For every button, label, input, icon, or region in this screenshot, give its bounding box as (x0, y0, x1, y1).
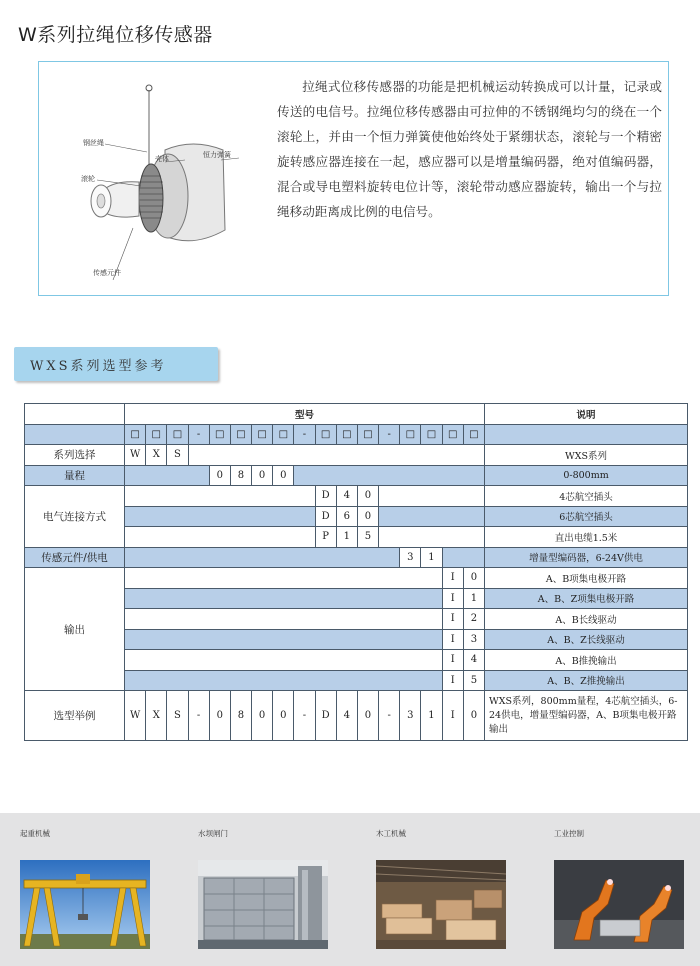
pattern-box: □ (167, 424, 188, 445)
electrical-1-a: D (315, 486, 336, 507)
pattern-box: □ (146, 424, 167, 445)
series-label: 系列选择 (25, 445, 125, 466)
output-6-b: 5 (463, 670, 484, 691)
electrical-3-b: 1 (336, 527, 357, 548)
label-drum: 滚轮 (81, 175, 95, 183)
output-row-5 (25, 650, 688, 671)
output-row-1 (25, 568, 688, 589)
sensor-label: 传感元件/供电 (25, 547, 125, 568)
example-cell: - (294, 691, 315, 741)
example-cell: 8 (230, 691, 251, 741)
pattern-box: □ (125, 424, 146, 445)
output-4-a: I (442, 629, 463, 650)
example-cell: D (315, 691, 336, 741)
output-2-desc: A、B、Z项集电极开路 (485, 588, 688, 609)
output-row-3 (25, 609, 688, 630)
industrial-robot-photo-icon (554, 860, 684, 949)
output-fill (125, 609, 443, 630)
electrical-1-b: 4 (336, 486, 357, 507)
output-fill (125, 568, 443, 589)
pattern-label (25, 424, 125, 445)
electrical-row-3 (25, 527, 688, 548)
electrical-fill-right (379, 486, 485, 507)
pattern-box: □ (273, 424, 294, 445)
pattern-box: □ (421, 424, 442, 445)
range-row (25, 465, 688, 486)
electrical-1-c: 0 (357, 486, 378, 507)
electrical-fill-left (125, 527, 316, 548)
example-cell: 0 (463, 691, 484, 741)
output-4-b: 3 (463, 629, 484, 650)
output-3-desc: A、B长线驱动 (485, 609, 688, 630)
example-cell: W (125, 691, 146, 741)
footer-caption-dam: 水坝闸门 (198, 829, 228, 838)
range-fill-right (294, 465, 485, 486)
example-desc: WXS系列，800mm量程，4芯航空插头，6-24供电，增量型编码器，A、B项集电极开路输出 (485, 691, 688, 741)
output-fill (125, 650, 443, 671)
output-row-4 (25, 629, 688, 650)
label-element: 传感元件 (93, 269, 121, 277)
pattern-box: □ (336, 424, 357, 445)
electrical-fill-right (379, 527, 485, 548)
output-label: 输出 (25, 568, 125, 691)
electrical-1-desc: 4芯航空插头 (485, 486, 688, 507)
range-desc: 0-800mm (485, 465, 688, 486)
pattern-box: □ (315, 424, 336, 445)
example-cell: 0 (209, 691, 230, 741)
series-fill (188, 445, 485, 466)
series-code-1: W (125, 445, 146, 466)
pattern-desc (485, 424, 688, 445)
output-1-desc: A、B项集电极开路 (485, 568, 688, 589)
intro-paragraph: 拉绳式位移传感器的功能是把机械运动转换成可以计量，记录或传送的电信号。拉绳位移传感器由可拉伸的不锈钢绳均匀的绕在一个滚轮上，并由一个恒力弹簧使他始终处于紧绷状态，滚轮与一个精密旋转感应器连接在一起，感应器可以是增量编码器，绝对值编码器，混合或导电塑料旋转电位计等，滚轮带动感应器旋转，输出一个与拉绳移动距离成比例的电信号。 (277, 79, 662, 219)
example-cell: 4 (336, 691, 357, 741)
sensor-desc: 增量型编码器，6-24V供电 (485, 547, 688, 568)
header-desc: 说明 (485, 404, 688, 425)
sensor-fill-left (125, 547, 400, 568)
example-cell: 1 (421, 691, 442, 741)
output-fill (125, 670, 443, 691)
section-title: WXS系列选型参考 (30, 359, 167, 374)
pattern-box: □ (463, 424, 484, 445)
application-footer (0, 813, 700, 966)
series-code-2: X (146, 445, 167, 466)
example-cell: 0 (357, 691, 378, 741)
code-pattern-row (25, 424, 688, 445)
pattern-box: □ (357, 424, 378, 445)
output-row-2 (25, 588, 688, 609)
table-header-row (25, 404, 688, 425)
electrical-3-a: P (315, 527, 336, 548)
gantry-crane-photo-icon (20, 860, 150, 949)
range-fill-left (125, 465, 210, 486)
label-spring: 恒力弹簧 (203, 151, 231, 159)
example-label: 选型举例 (25, 691, 125, 741)
output-2-b: 1 (463, 588, 484, 609)
electrical-fill-left (125, 506, 316, 527)
selection-table (24, 403, 688, 741)
range-digit-3: 0 (252, 465, 273, 486)
range-digit-2: 8 (230, 465, 251, 486)
example-cell: 0 (273, 691, 294, 741)
pattern-box: □ (252, 424, 273, 445)
electrical-row-1 (25, 486, 688, 507)
sensor-diagram (53, 80, 253, 280)
electrical-2-a: D (315, 506, 336, 527)
electrical-fill-right (379, 506, 485, 527)
output-5-b: 4 (463, 650, 484, 671)
section-tab (14, 347, 218, 381)
sensor-fill-right (442, 547, 484, 568)
electrical-label: 电气连接方式 (25, 486, 125, 548)
electrical-2-b: 6 (336, 506, 357, 527)
output-fill (125, 588, 443, 609)
output-3-a: I (442, 609, 463, 630)
example-cell: S (167, 691, 188, 741)
output-fill (125, 629, 443, 650)
label-shell: 壳体 (155, 155, 169, 163)
dam-gate-photo-icon (198, 860, 328, 949)
page-title: W系列拉绳位移传感器 (18, 24, 213, 46)
header-blank (25, 404, 125, 425)
footer-caption-wood: 木工机械 (376, 829, 406, 838)
pattern-dash: - (188, 424, 209, 445)
pattern-box: □ (230, 424, 251, 445)
footer-caption-crane: 起重机械 (20, 829, 50, 838)
electrical-2-desc: 6芯航空插头 (485, 506, 688, 527)
example-cell: - (188, 691, 209, 741)
woodworking-photo-icon (376, 860, 506, 949)
example-cell: I (442, 691, 463, 741)
pattern-dash: - (379, 424, 400, 445)
electrical-row-2 (25, 506, 688, 527)
range-label: 量程 (25, 465, 125, 486)
sensor-row (25, 547, 688, 568)
pattern-dash: - (294, 424, 315, 445)
pattern-box: □ (400, 424, 421, 445)
header-model: 型号 (125, 404, 485, 425)
output-1-b: 0 (463, 568, 484, 589)
label-wire: 钢丝绳 (83, 139, 104, 147)
electrical-3-c: 5 (357, 527, 378, 548)
series-code-3: S (167, 445, 188, 466)
electrical-fill-left (125, 486, 316, 507)
series-row (25, 445, 688, 466)
sensor-code-a: 3 (400, 547, 421, 568)
pattern-box: □ (442, 424, 463, 445)
electrical-3-desc: 直出电缆1.5米 (485, 527, 688, 548)
intro-box (38, 61, 669, 296)
output-4-desc: A、B、Z长线驱动 (485, 629, 688, 650)
output-3-b: 2 (463, 609, 484, 630)
output-5-a: I (442, 650, 463, 671)
example-cell: 0 (252, 691, 273, 741)
output-1-a: I (442, 568, 463, 589)
range-digit-4: 0 (273, 465, 294, 486)
output-5-desc: A、B推挽输出 (485, 650, 688, 671)
example-cell: - (379, 691, 400, 741)
output-2-a: I (442, 588, 463, 609)
range-digit-1: 0 (209, 465, 230, 486)
electrical-2-c: 0 (357, 506, 378, 527)
output-row-6 (25, 670, 688, 691)
output-6-a: I (442, 670, 463, 691)
example-cell: 3 (400, 691, 421, 741)
pattern-box: □ (209, 424, 230, 445)
footer-caption-industry: 工业控制 (554, 829, 584, 838)
series-desc: WXS系列 (485, 445, 688, 466)
output-6-desc: A、B、Z推挽输出 (485, 670, 688, 691)
sensor-code-b: 1 (421, 547, 442, 568)
example-cell: X (146, 691, 167, 741)
example-row (25, 691, 688, 741)
